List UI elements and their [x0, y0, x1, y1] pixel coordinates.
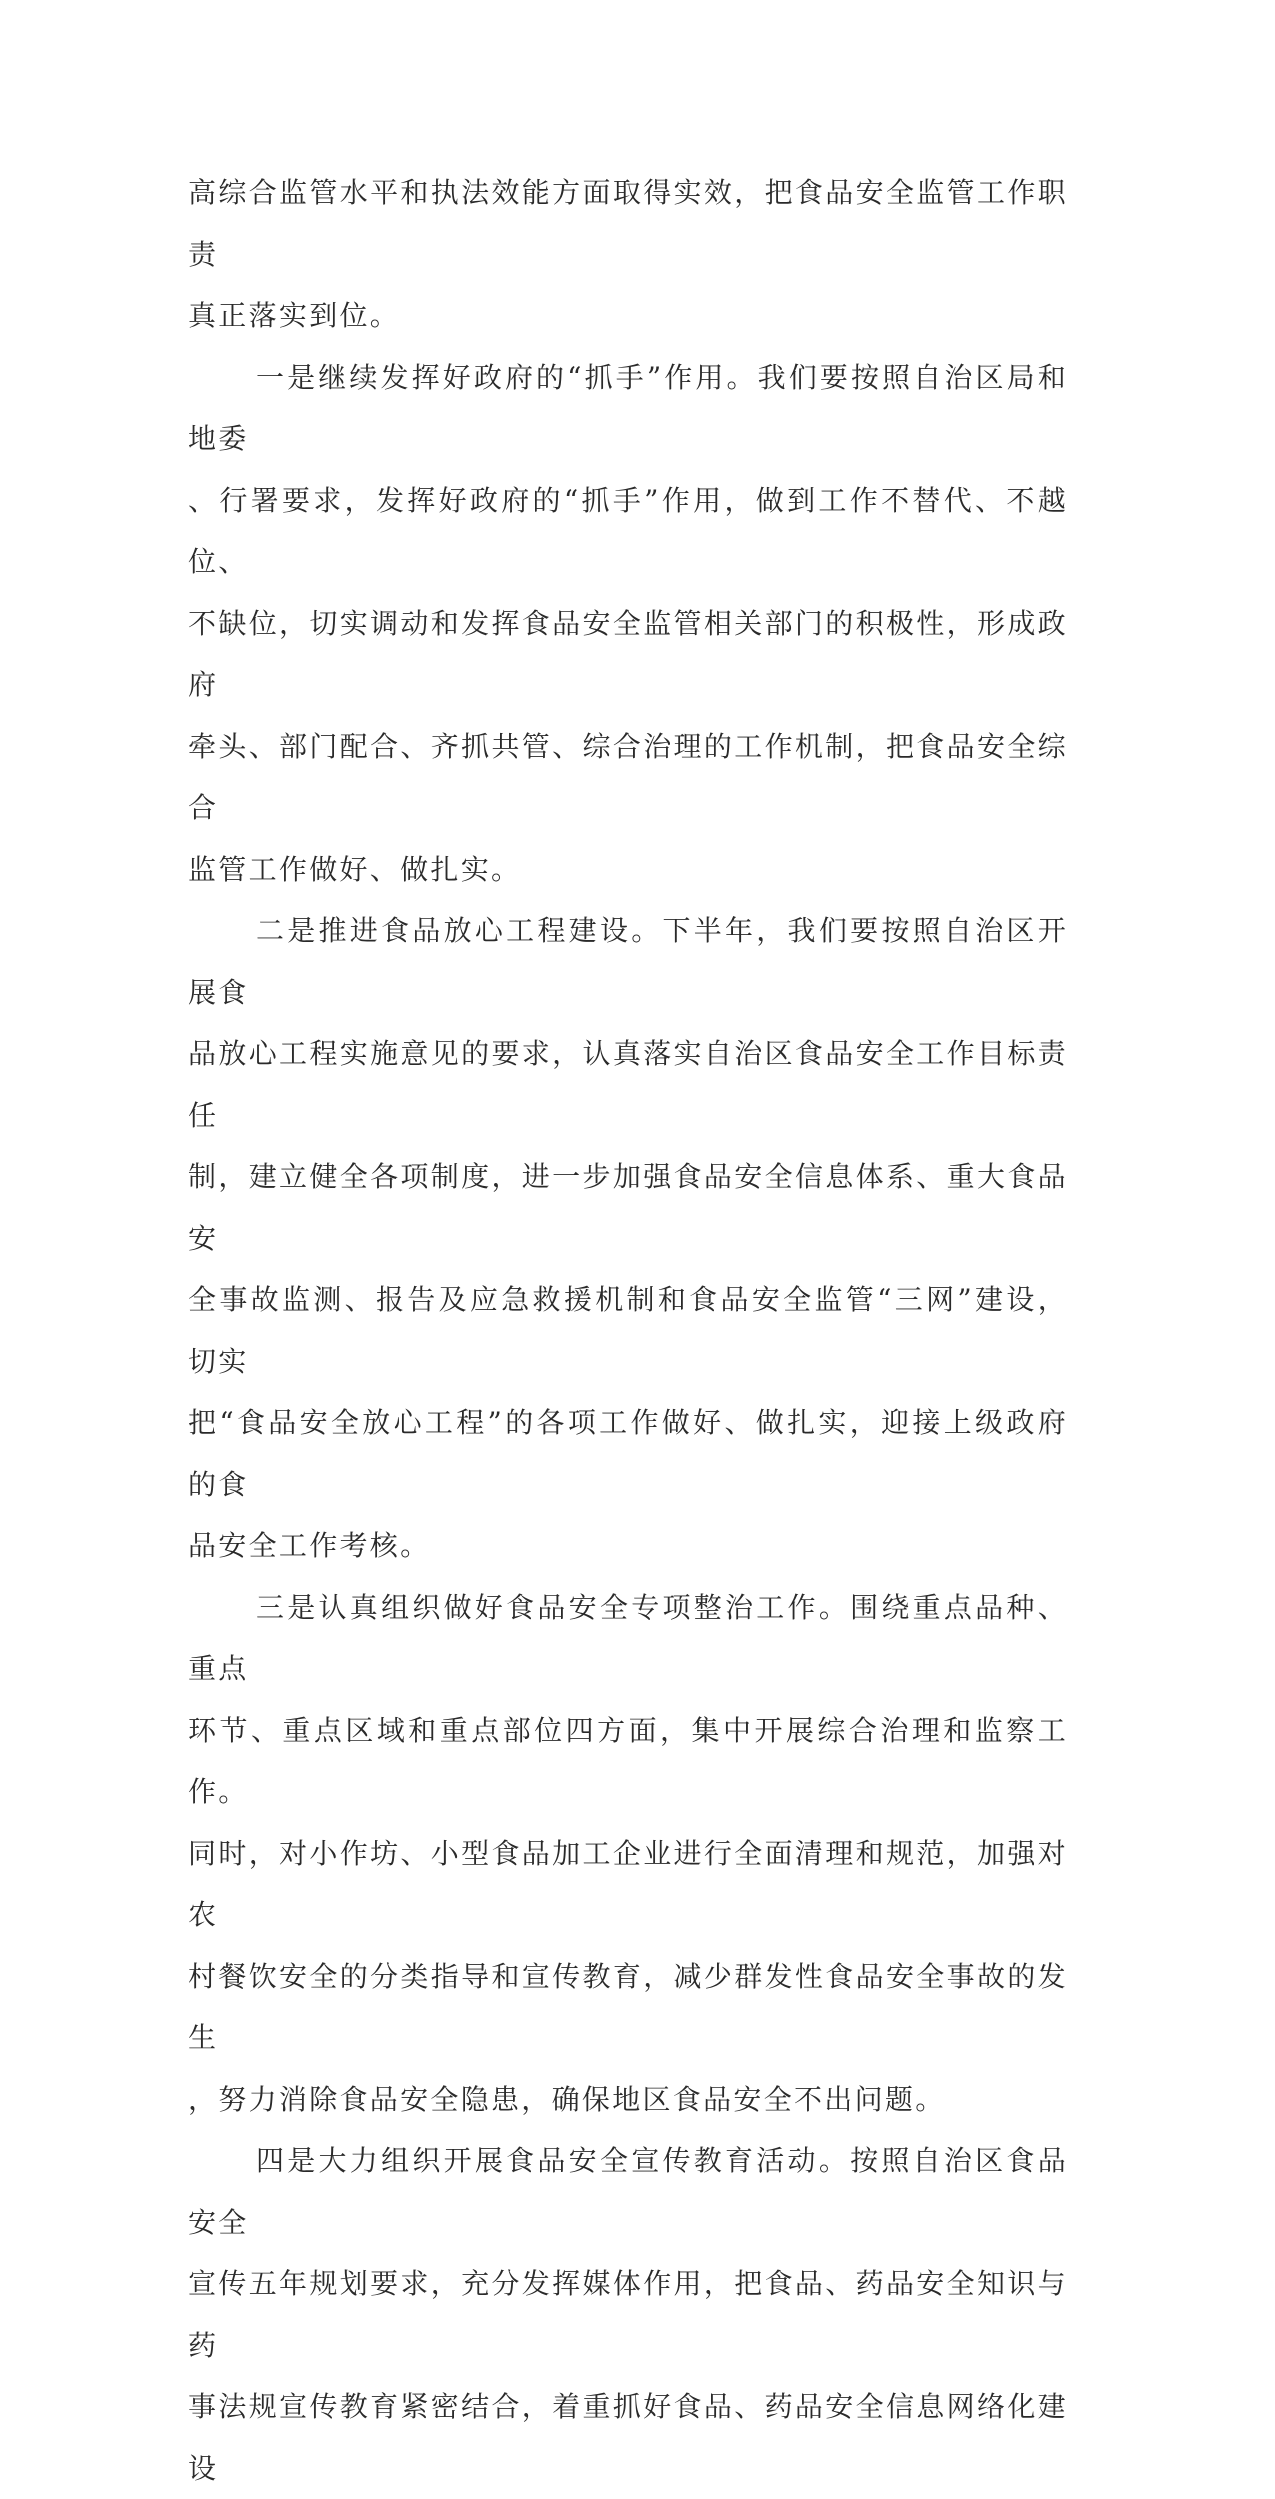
- document-body: [188, 162, 1068, 2499]
- text-line: 村餐饮安全的分类指导和宣传教育，减少群发性食品安全事故的发生: [188, 1959, 1068, 2054]
- paragraph-continuation: [188, 162, 1068, 347]
- text-line: 三是认真组织做好食品安全专项整治工作。围绕重点品种、重点: [188, 1590, 1068, 1685]
- text-line: 二是推进食品放心工程建设。下半年，我们要按照自治区开展食: [188, 914, 1068, 1009]
- text-line: 高综合监管水平和执法效能方面取得实效，把食品安全监管工作职责: [188, 176, 1068, 271]
- text-line: 事法规宣传教育紧密结合，着重抓好食品、药品安全信息网络化建设: [188, 2390, 1068, 2485]
- paragraph-point-one: [188, 347, 1068, 901]
- text-line: ，努力消除食品安全隐患，确保地区食品安全不出问题。: [188, 2082, 946, 2116]
- text-line: 品放心工程实施意见的要求，认真落实自治区食品安全工作目标责任: [188, 1037, 1068, 1132]
- paragraph-point-three: [188, 1577, 1068, 2131]
- text-line: 品安全工作考核。: [188, 1529, 431, 1562]
- text-line: 全事故监测、报告及应急救援机制和食品安全监管“三网”建设，切实: [188, 1283, 1068, 1378]
- text-line: 同时，对小作坊、小型食品加工企业进行全面清理和规范，加强对农: [188, 1836, 1068, 1931]
- text-line: 环节、重点区域和重点部位四方面，集中开展综合治理和监察工作。: [188, 1713, 1068, 1808]
- text-line: 制，建立健全各项制度，进一步加强食品安全信息体系、重大食品安: [188, 1160, 1068, 1255]
- text-line: 宣传五年规划要求，充分发挥媒体作用，把食品、药品安全知识与药: [188, 2267, 1068, 2362]
- text-line: 、行署要求，发挥好政府的“抓手”作用，做到工作不替代、不越位、: [188, 483, 1068, 578]
- text-line: 真正落实到位。: [188, 299, 401, 332]
- text-line: 四是大力组织开展食品安全宣传教育活动。按照自治区食品安全: [188, 2144, 1068, 2239]
- text-line: 一是继续发挥好政府的“抓手”作用。我们要按照自治区局和地委: [188, 360, 1068, 455]
- text-line: 不缺位，切实调动和发挥食品安全监管相关部门的积极性，形成政府: [188, 606, 1068, 701]
- paragraph-point-two: [188, 900, 1068, 1577]
- text-line: 把“食品安全放心工程”的各项工作做好、做扎实，迎接上级政府的食: [188, 1406, 1068, 1501]
- text-line: 牵头、部门配合、齐抓共管、综合治理的工作机制，把食品安全综合: [188, 729, 1068, 824]
- text-line: 监管工作做好、做扎实。: [188, 852, 522, 886]
- paragraph-point-four: [188, 2130, 1068, 2499]
